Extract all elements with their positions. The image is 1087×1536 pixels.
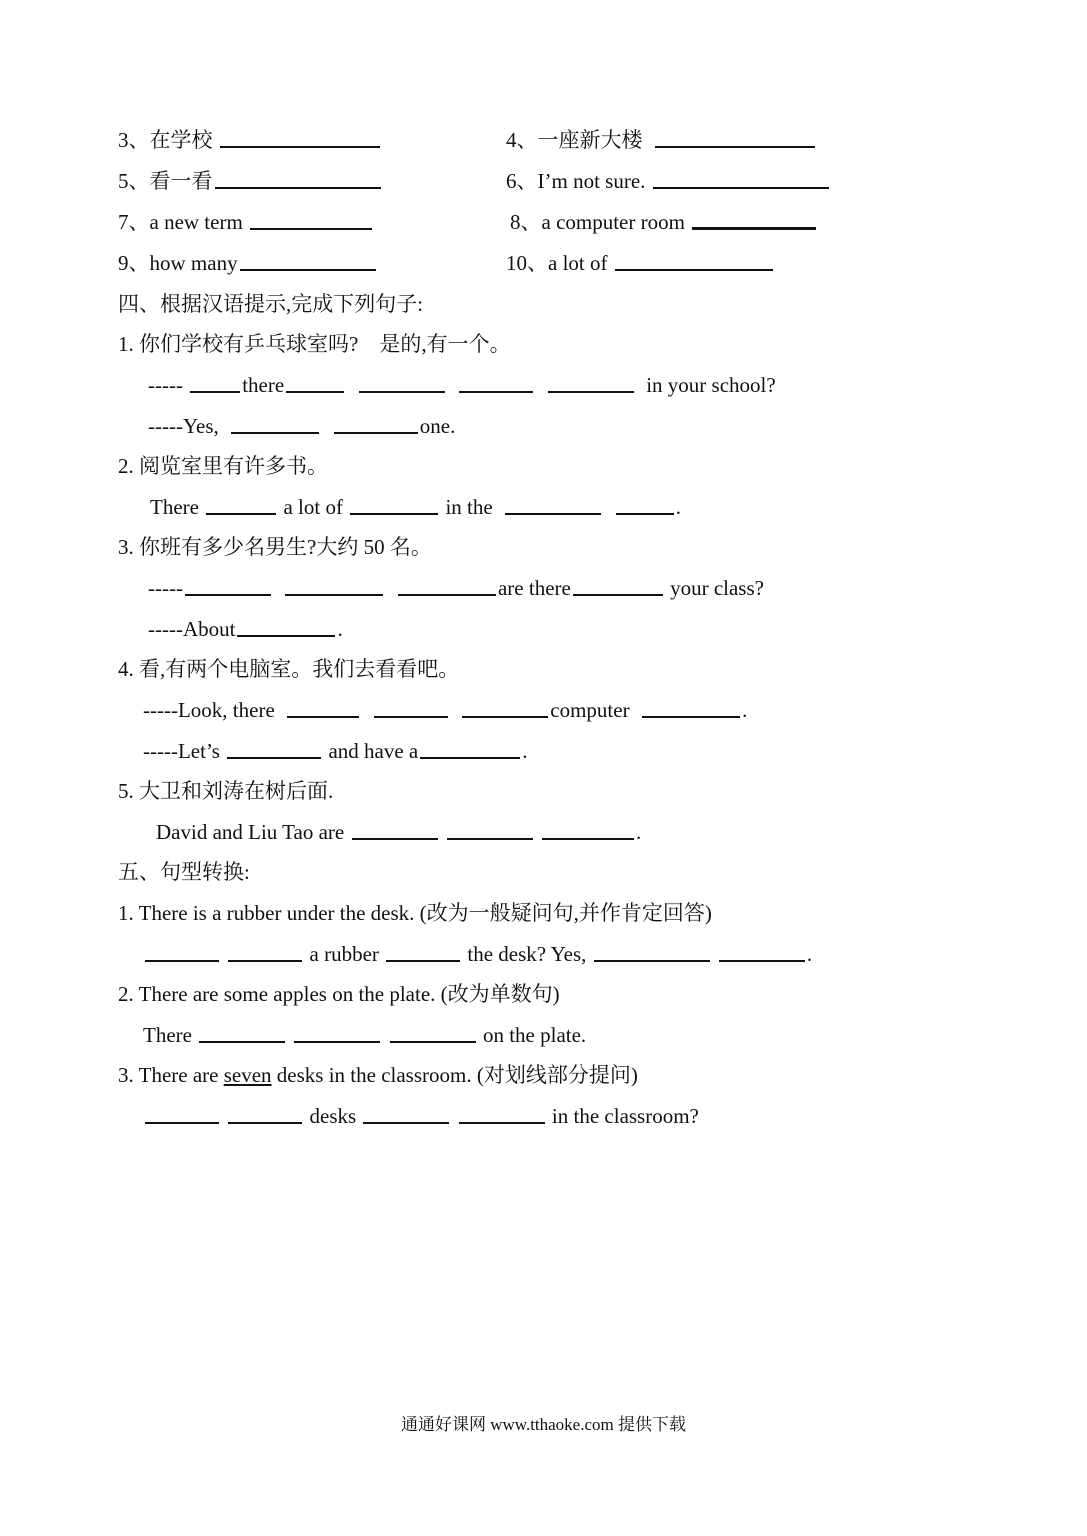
vocab-item: 4、一座新大楼 — [506, 126, 817, 154]
vocab-item: 3、在学校 — [118, 126, 382, 154]
q5-2-prompt: 2. There are some apples on the plate. (改为单数句) — [118, 982, 560, 1006]
footer-credit: 通通好课网 www.tthaoke.com 提供下载 — [400, 1415, 687, 1434]
vocab-item: 5、看一看 — [118, 167, 383, 195]
q4-2-prompt: 2. 阅览室里有许多书。 — [118, 454, 328, 478]
q5-2-line: There on the plate. — [143, 1023, 587, 1047]
vocab-item: 10、a lot of — [506, 249, 775, 277]
vocab-item: 7、a new term — [118, 208, 374, 236]
q4-3-line-b: -----About . — [148, 617, 343, 641]
q5-3-line: desks in the classroom? — [143, 1102, 699, 1130]
q5-1-prompt: 1. There is a rubber under the desk. (改为一般疑问句,并作肯定回答) — [118, 901, 712, 925]
vocab-item: 6、I’m not sure. — [506, 167, 831, 195]
section-5-heading: 五、句型转换: — [118, 860, 250, 884]
q4-1-prompt: 1. 你们学校有乒乓球室吗? 是的,有一个。 — [118, 332, 511, 356]
q4-3-prompt: 3. 你班有多少名男生?大约 50 名。 — [118, 535, 432, 559]
q4-3-line-a: ----- are there your class? — [148, 576, 764, 600]
q4-5-prompt: 5. 大卫和刘涛在树后面. — [118, 779, 334, 803]
q4-5-line: David and Liu Tao are . — [156, 820, 642, 844]
q4-4-prompt: 4. 看,有两个电脑室。我们去看看吧。 — [118, 657, 460, 681]
q5-3-prompt: 3. There are seven desks in the classroom. (对划线部分提问) — [118, 1063, 638, 1087]
section-4-heading: 四、根据汉语提示,完成下列句子: — [118, 292, 424, 316]
vocab-item: 9、how many — [118, 249, 378, 277]
q4-4-line-a: -----Look, there computer . — [143, 698, 748, 722]
vocab-item: 8、a computer room — [510, 208, 818, 236]
q4-1-line-a: ----- there in your school? — [148, 373, 776, 397]
q4-1-line-b: -----Yes, one. — [148, 414, 456, 438]
underlined-word: seven — [223, 1063, 272, 1087]
q4-2-line: There a lot of in the . — [150, 495, 681, 519]
q5-1-line: a rubber the desk? Yes, . — [143, 940, 812, 968]
q4-4-line-b: -----Let’s and have a . — [143, 739, 528, 763]
